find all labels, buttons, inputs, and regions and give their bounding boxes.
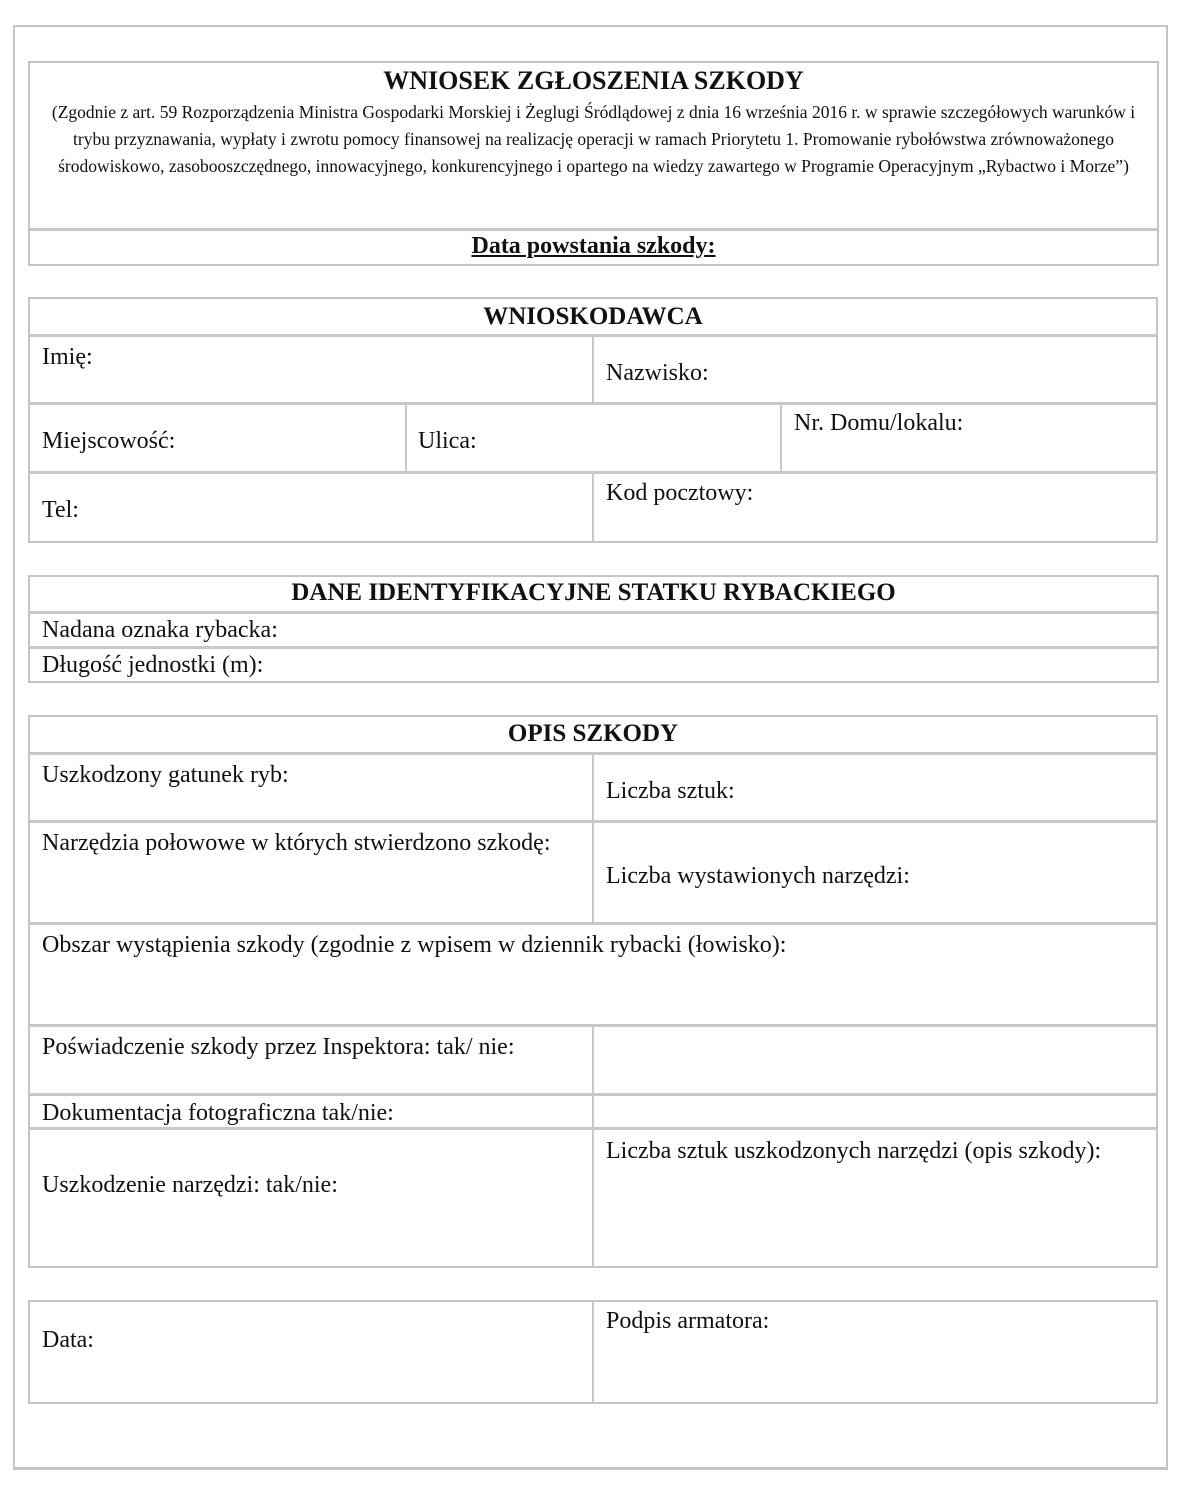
- first-name-field[interactable]: Imię:: [42, 344, 93, 370]
- damage-section-title: OPIS SZKODY: [507, 720, 679, 747]
- owner-signature-field[interactable]: Podpis armatora:: [606, 1308, 770, 1334]
- divider: [30, 228, 1157, 231]
- phone-field[interactable]: Tel:: [42, 497, 79, 523]
- photo-documentation-field[interactable]: Dokumentacja fotograficzna tak/nie:: [42, 1100, 394, 1126]
- vessel-length-field[interactable]: Długość jednostki (m):: [42, 652, 264, 678]
- fish-species-field[interactable]: Uszkodzony gatunek ryb:: [42, 762, 289, 788]
- applicant-section-title: WNIOSKODAWCA: [483, 303, 703, 330]
- divider: [592, 474, 594, 542]
- vessel-section-title: DANE IDENTYFIKACYJNE STATKU RYBACKIEGO: [291, 579, 896, 606]
- date-field[interactable]: Data:: [42, 1327, 94, 1353]
- applicant-section: [28, 297, 1158, 543]
- house-number-field[interactable]: Nr. Domu/lokalu:: [794, 410, 964, 436]
- document-page: [13, 25, 1168, 1470]
- town-field[interactable]: Miejscowość:: [42, 428, 176, 454]
- divider: [30, 402, 1156, 405]
- form-title: WNIOSEK ZGŁOSZENIA SZKODY: [383, 66, 804, 95]
- header-section: [28, 61, 1159, 266]
- fishing-mark-field[interactable]: Nadana oznaka rybacka:: [42, 617, 278, 643]
- postal-code-field[interactable]: Kod pocztowy:: [606, 480, 754, 506]
- gear-damage-field[interactable]: Uszkodzenie narzędzi: tak/nie:: [42, 1172, 338, 1198]
- street-field[interactable]: Ulica:: [418, 428, 477, 454]
- signature-section: [28, 1300, 1158, 1404]
- fish-count-field[interactable]: Liczba sztuk:: [606, 778, 735, 804]
- divider: [405, 405, 407, 471]
- gear-count-field[interactable]: Liczba wystawionych narzędzi:: [606, 863, 910, 889]
- divider: [592, 336, 594, 402]
- damage-date-field[interactable]: Data powstania szkody:: [471, 233, 716, 259]
- vessel-section: [28, 575, 1159, 683]
- inspector-confirmation-field[interactable]: Poświadczenie szkody przez Inspektora: tak/ nie:: [42, 1034, 515, 1060]
- divider: [592, 1302, 594, 1402]
- divider: [30, 922, 1156, 925]
- last-name-field[interactable]: Nazwisko:: [606, 360, 709, 386]
- damage-area-field[interactable]: Obszar wystąpienia szkody (zgodnie z wpisem w dziennik rybacki (łowisko):: [42, 932, 787, 958]
- legal-basis-text: (Zgodnie z art. 59 Rozporządzenia Ministra Gospodarki Morskiej i Żeglugi Śródlądowej z dnia 16 września 2016 r. w sprawie szczegółowych warunków i trybu przyznawania, wypłaty i zwrotu pomocy finansowej na realizację operacji w ramach Priorytetu 1. Promowanie rybołówstwa zrównoważonego środowiskowo, zasobooszczędnego, innowacyjnego, konkurencyjnego i opartego na wiedzy zawartego w Programie Operacyjnym „Rybactwo i Morze”): [51, 102, 1136, 176]
- divider: [780, 405, 782, 471]
- damage-section: [28, 715, 1158, 1268]
- fishing-gear-field[interactable]: Narzędzia połowowe w których stwierdzono szkodę:: [42, 830, 551, 856]
- damaged-gear-count-field[interactable]: Liczba sztuk uszkodzonych narzędzi (opis szkody):: [606, 1138, 1102, 1164]
- divider: [592, 1027, 594, 1267]
- divider: [592, 754, 594, 922]
